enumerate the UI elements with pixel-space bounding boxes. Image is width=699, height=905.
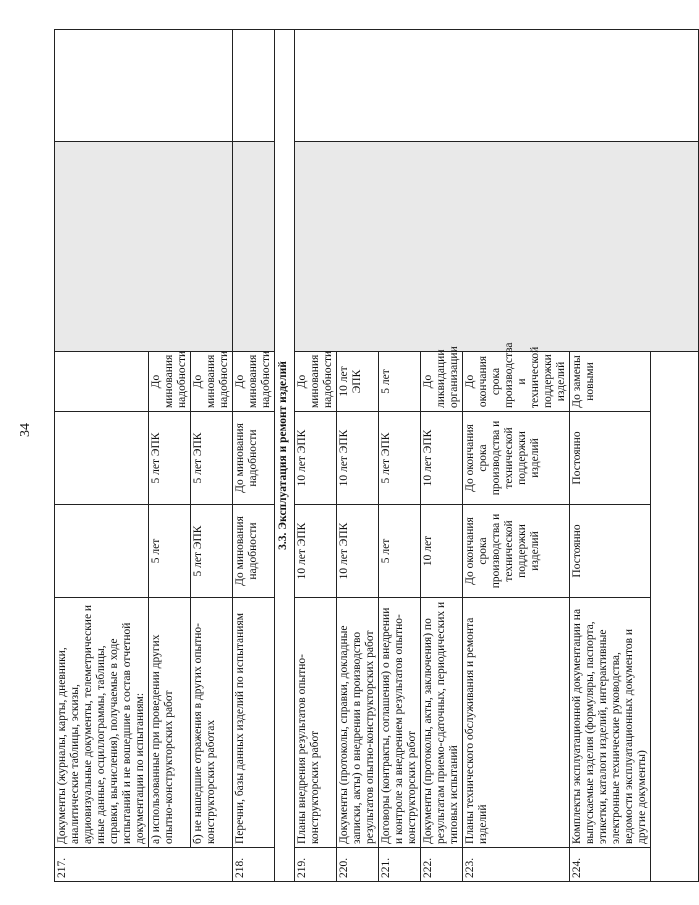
retention-1: 5 лет ЭПК [191, 505, 233, 598]
retention-table [54, 29, 699, 882]
retention-1: 5 лет [379, 505, 421, 598]
retention-3: До замены новыми [570, 352, 651, 412]
row-number: 221. [379, 848, 421, 882]
retention-1: До минования надобности [233, 505, 275, 598]
row-number: 219. [295, 848, 337, 882]
retention-2: 10 лет ЭПК [337, 412, 379, 505]
table-row [295, 29, 337, 881]
row-text: Договоры (контракты, соглашения) о внедрении и контроле за внедрением результатов опытно-конструкторских работ [379, 598, 421, 848]
retention-2: 5 лет ЭПК [379, 412, 421, 505]
row-number: 223. [463, 848, 570, 882]
row-text: Комплекты эксплуатационной документации на выпускаемые изделия (формуляры, паспорта, этикетки, каталоги изделий, интерактивные электронные технические руководства, ведомости эксплуатационных документов и другие документы) [570, 598, 651, 848]
retention-1: 5 лет [149, 505, 191, 598]
row-number: 217. [55, 848, 233, 882]
retention-3: 10 лет ЭПК [337, 352, 379, 412]
retention-3: 5 лет [379, 352, 421, 412]
table-row [55, 29, 149, 881]
table-row [233, 29, 275, 881]
retention-3: До минования надобности [191, 352, 233, 412]
rotated-table-frame [54, 30, 648, 882]
section-row [275, 29, 295, 881]
row-text: Планы внедрения результатов опытно-конструкторских работ [295, 598, 337, 848]
retention-2: До окончания срока производства и технической поддержки изделий [463, 412, 570, 505]
retention-1: 10 лет [421, 505, 463, 598]
page-number: 34 [18, 423, 33, 437]
retention-2: 10 лет ЭПК [421, 412, 463, 505]
row-text: Документы (протоколы, акты, заключения) по результатам приемо-сдаточных, периодических и типовых испытаний [421, 598, 463, 848]
row-text: Планы технического обслуживания и ремонта изделий [463, 598, 570, 848]
retention-3: До ликвидации организации [421, 352, 463, 412]
row-number: 224. [570, 848, 651, 882]
row-number: 218. [233, 848, 275, 882]
retention-1: 10 лет ЭПК [337, 505, 379, 598]
row-text: Перечни, базы данных изделий по испытаниям [233, 598, 275, 848]
retention-3: До окончания срока производства и технической поддержки изделий [463, 352, 570, 412]
row-subitem: а) использованные при проведении других опытно-конструкторских работ [149, 598, 191, 848]
retention-3: До минования надобности [295, 352, 337, 412]
retention-1: До окончания срока производства и технической поддержки изделий [463, 505, 570, 598]
retention-3: До минования надобности [149, 352, 191, 412]
row-number: 222. [421, 848, 463, 882]
row-text: Документы (журналы, карты, дневники, аналитические таблицы, эскизы, аудиовизуальные документы, телеметрические и иные данные, осциллограммы, таблицы, справки, вычисления), получаемые в ходе испытаний и не вошедшие в состав отчетной документации по испытаниям: [55, 598, 149, 848]
retention-2: 10 лет ЭПК [295, 412, 337, 505]
retention-1: Постоянно [570, 505, 651, 598]
row-subitem: б) не нашедшие отражения в других опытно-конструкторских работах [191, 598, 233, 848]
row-text: Документы (протоколы, справки, докладные записки, акты) о внедрении в производство результатов опытно-конструкторских работ [337, 598, 379, 848]
row-number: 220. [337, 848, 379, 882]
section-title: 3.3. Эксплуатация и ремонт изделий [275, 29, 295, 881]
retention-2: 5 лет ЭПК [149, 412, 191, 505]
retention-3: До минования надобности [233, 352, 275, 412]
retention-2: 5 лет ЭПК [191, 412, 233, 505]
retention-1: 10 лет ЭПК [295, 505, 337, 598]
retention-2: До минования надобности [233, 412, 275, 505]
retention-2: Постоянно [570, 412, 651, 505]
